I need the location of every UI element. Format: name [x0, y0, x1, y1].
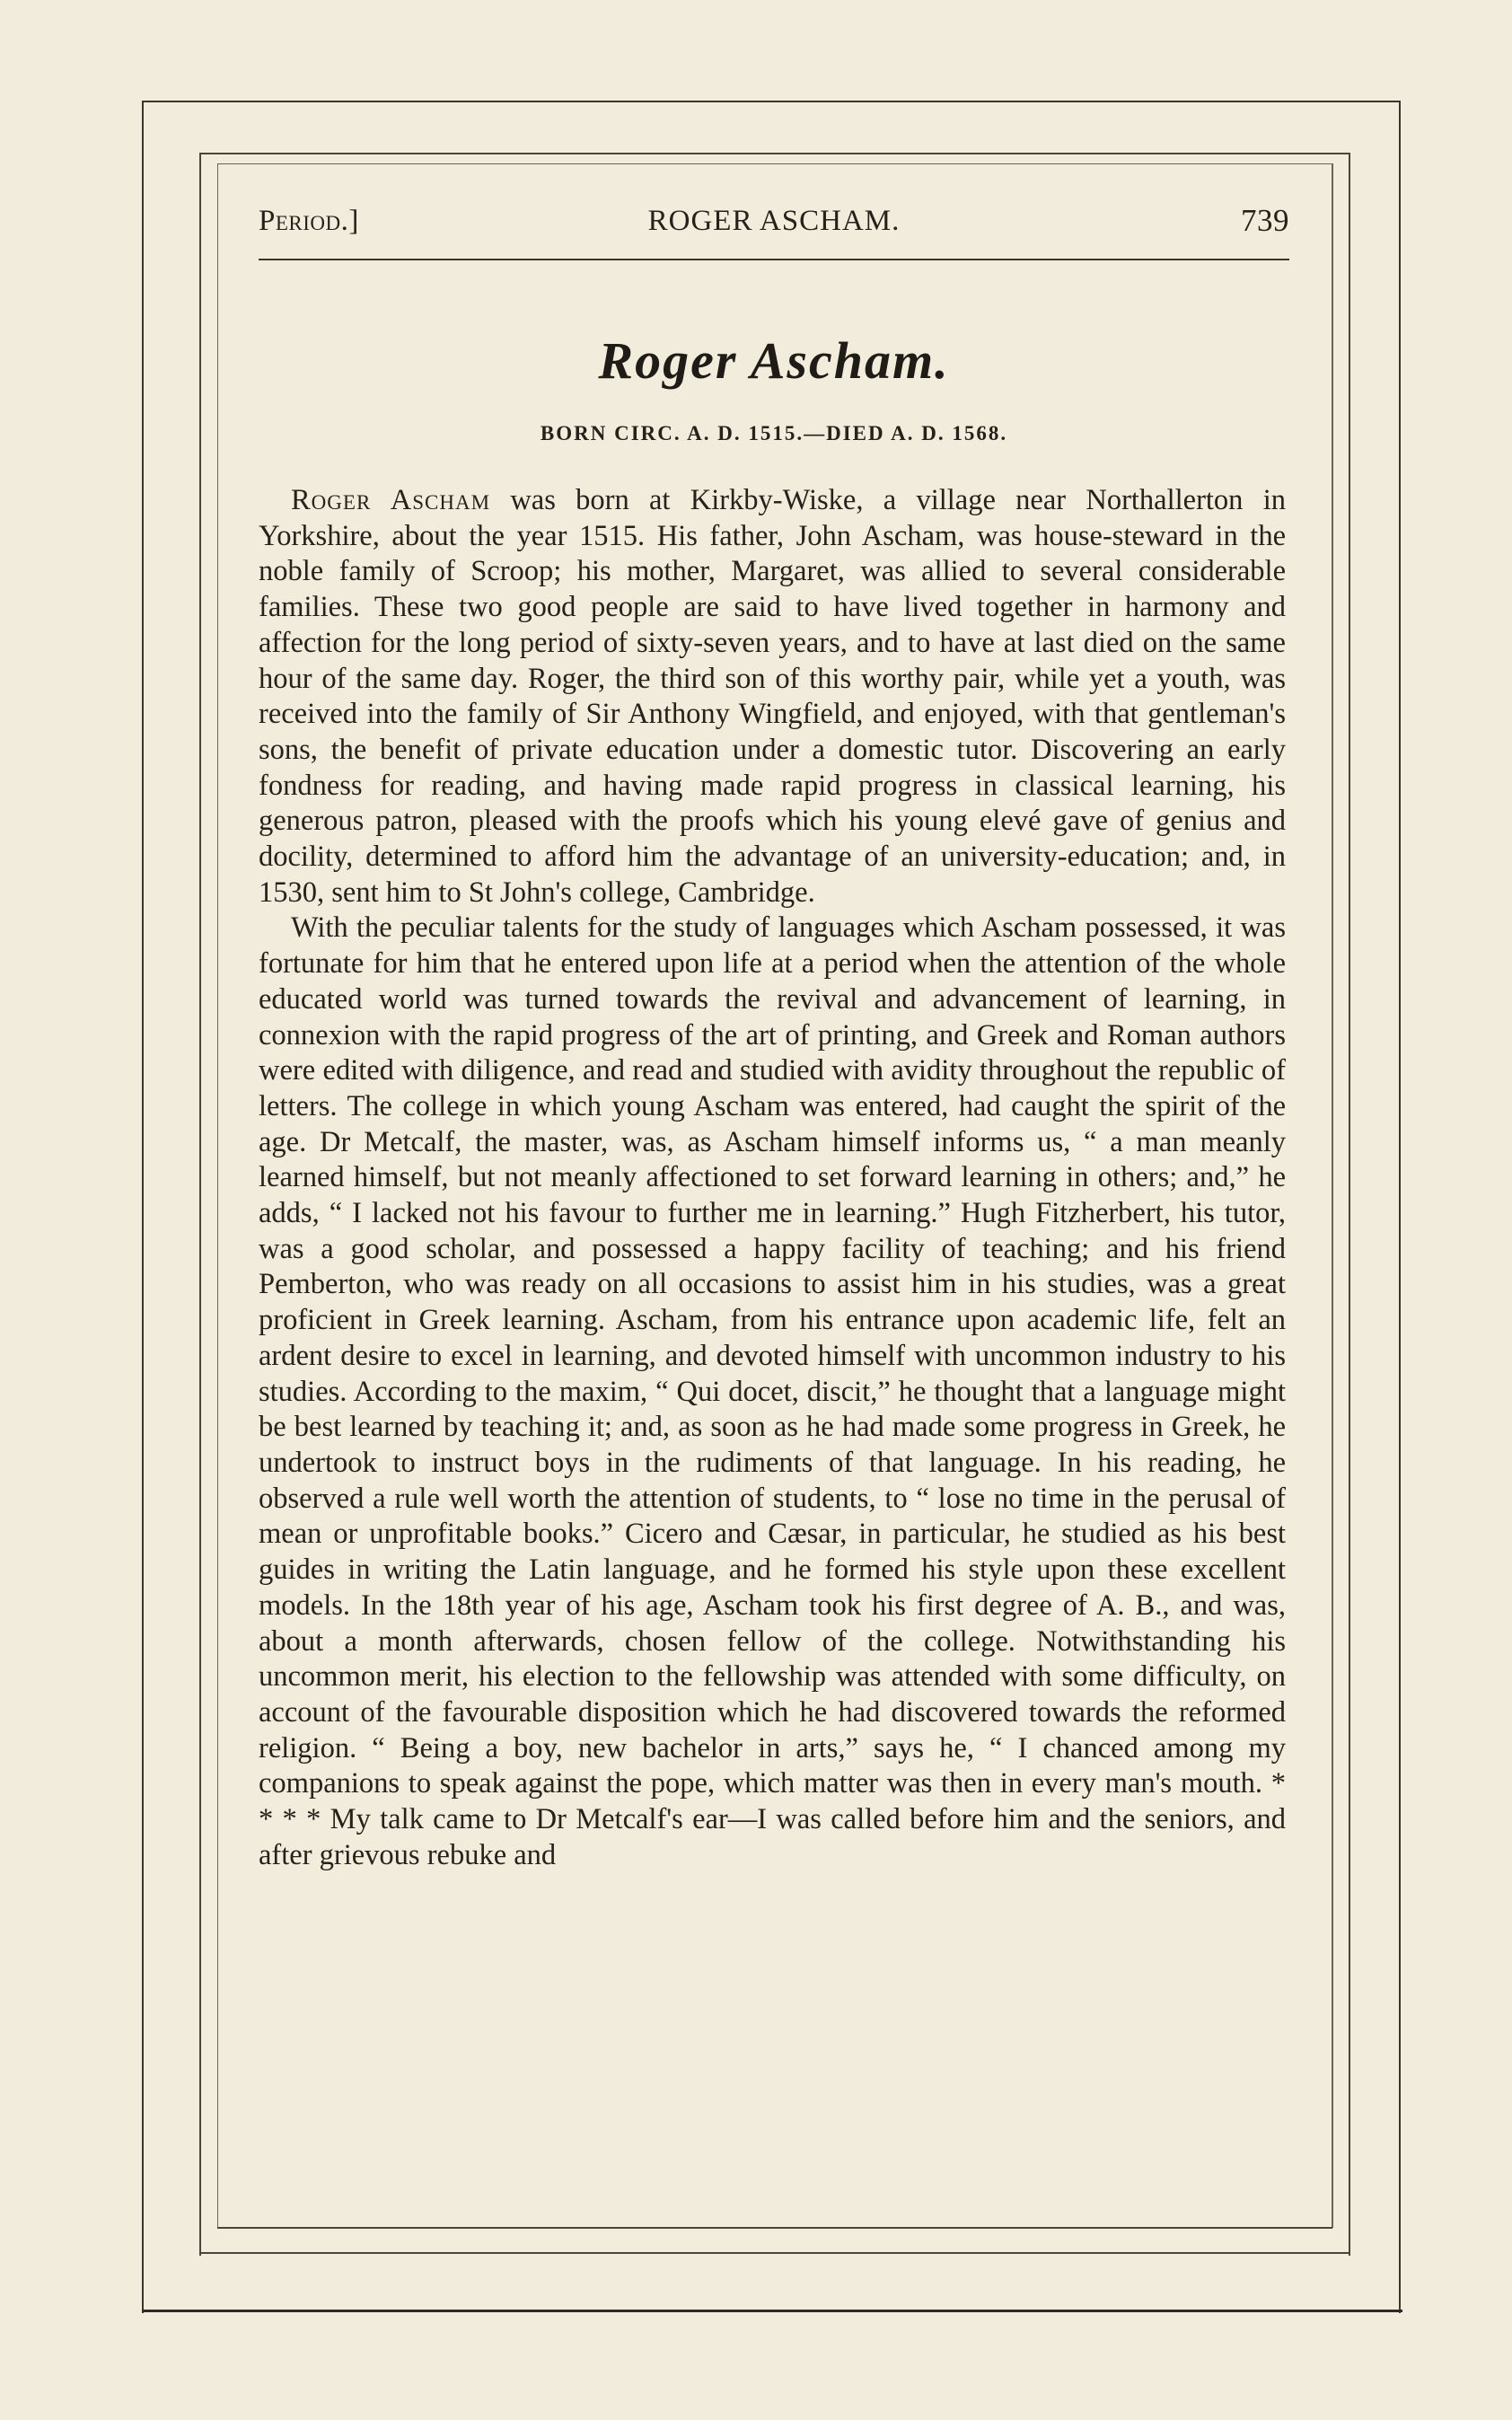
page-number: 739	[1241, 203, 1289, 238]
paragraph-text: With the peculiar talents for the study of languages which Ascham possessed, it was fortunate for him that he entered upon life at a period when the attention of the whole educated world was turned towards the revival and advancement of learning, in connexion with the rapid progress of the art of printing, and Greek and Roman authors were edited with diligence, and read and studied with avidity throughout the republic of letters. The college in which young Ascham was entered, had caught the spirit of the age. Dr Metcalf, the master, was, as Ascham himself informs us, “ a man meanly learned himself, but not meanly affectioned to set forward learning in others; and,” he adds, “ I lacked not his favour to further me in learning.” Hugh Fitzherbert, his tutor, was a good scholar, and possessed a happy facility of teaching; and his friend Pemberton, who was ready on all occasions to assist him in his studies, was a great proficient in Greek learning. Ascham, from his entrance upon academic life, felt an ardent desire to excel in learning, and devoted himself with uncommon industry to his studies. According to the maxim, “ Qui docet, discit,” he thought that a language might be best learned by teaching it; and, as soon as he had made some progress in Greek, he undertook to instruct boys in the rudiments of that language. In his reading, he observed a rule well worth the attention of students, to “ lose no time in the perusal of mean or unprofitable books.” Cicero and Cæsar, in particular, he studied as his best guides in writing the Latin language, and he formed his style upon these excellent models. In the 18th year of his age, Ascham took his first degree of A. B., and was, about a month afterwards, chosen fellow of the college. Notwithstanding his uncommon merit, his election to the fellowship was attended with some difficulty, on account of the favourable disposition which he had discovered towards the reformed religion. “ Being a boy, new bachelor in arts,” says he, “ I chanced among my companions to speak against the pope, which matter was then in every man's mouth. * * * * My talk came to Dr Metcalf's ear—I was called before him and the seniors, and after grievous rebuke and	[259, 911, 1286, 1871]
name-lead: Roger Ascham	[291, 484, 491, 516]
header-period: Period.]	[259, 205, 359, 237]
life-dates: BORN CIRC. A. D. 1515.—DIED A. D. 1568.	[540, 422, 1008, 444]
article-body	[259, 483, 1286, 1873]
paragraph	[259, 483, 1286, 911]
running-header	[259, 196, 1289, 250]
paragraph	[259, 911, 1286, 1873]
page-title: Roger Ascham.	[598, 331, 950, 390]
middle-frame-bottom	[199, 2252, 1350, 2254]
paragraph-text: was born at Kirkby-Wiske, a village near Northallerton in Yorkshire, about the year 1515. His father, John Ascham, was house-steward in the noble family of Scroop; his mother, Margaret, was allied to several considerable families. These two good people are said to have lived together in harmony and affection for the long period of sixty-seven years, and to have at last died on the same hour of the same day. Roger, the third son of this worthy pair, while yet a youth, was received into the family of Sir Anthony Wingfield, and enjoyed, with that gentleman's sons, the benefit of private education under a domestic tutor. Discovering an early fondness for reading, and having made rapid progress in classical learning, his generous patron, pleased with the proofs which his young elevé gave of genius and docility, determined to afford him the advantage of an university-education; and, in 1530, sent him to St John's college, Cambridge.	[259, 484, 1286, 909]
inner-frame-bottom	[217, 2227, 1332, 2229]
outer-frame-bottom	[142, 2310, 1402, 2312]
header-title: ROGER ASCHAM.	[647, 205, 901, 237]
header-rule	[259, 259, 1289, 260]
